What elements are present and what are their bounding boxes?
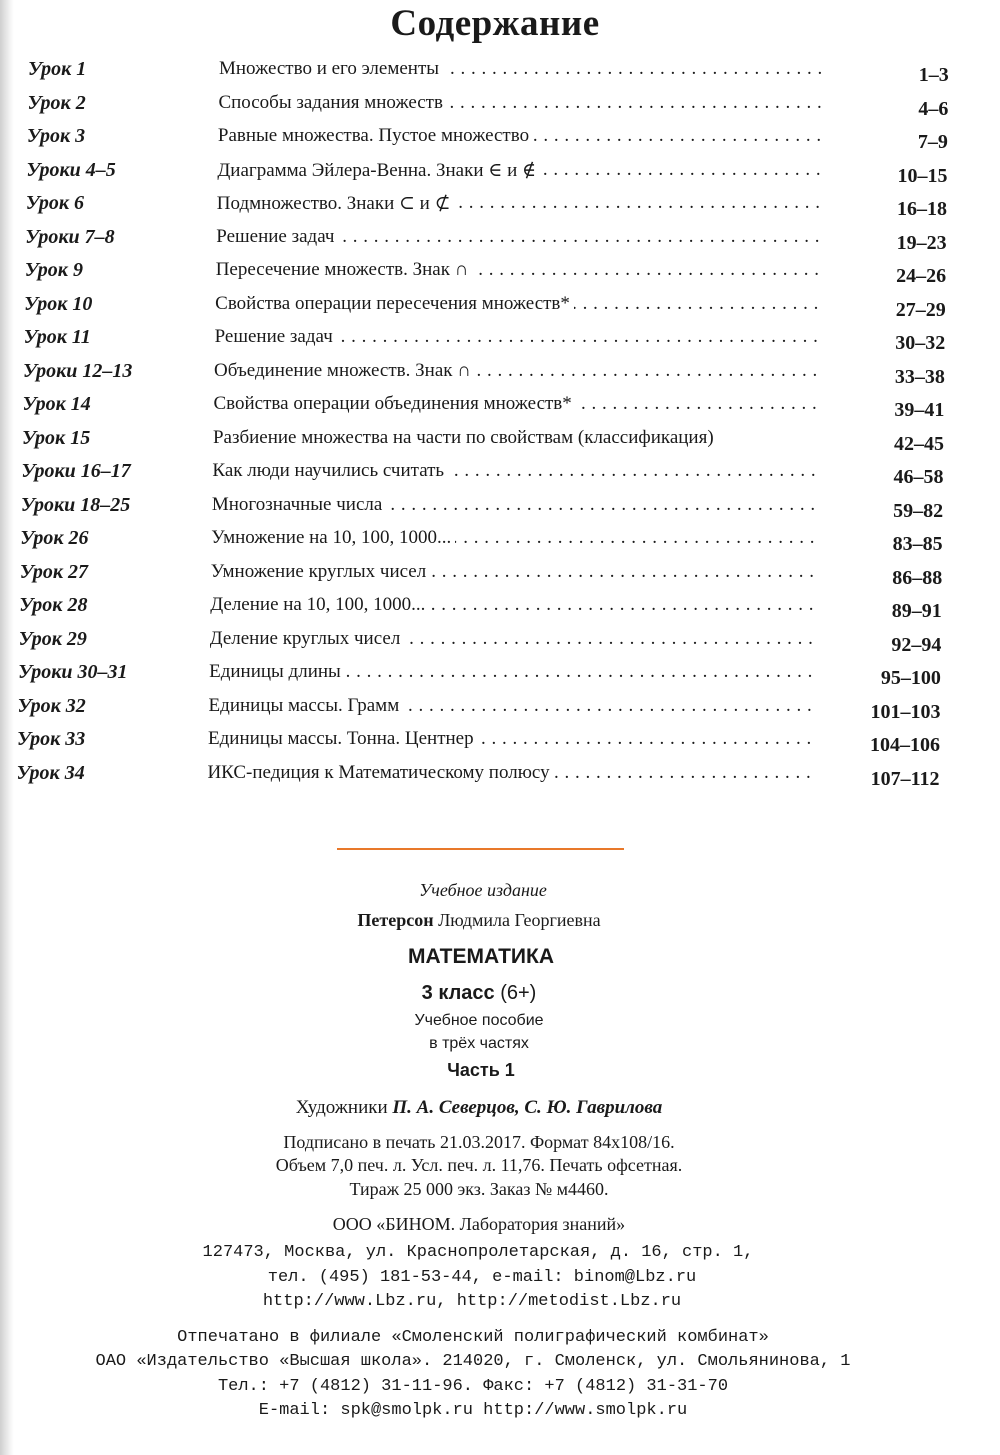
toc-row xyxy=(0,326,1000,356)
publisher: ООО «БИНОМ. Лаборатория знаний» xyxy=(332,1214,626,1234)
edition-kind: Учебное издание xyxy=(419,880,547,900)
toc-row xyxy=(0,427,1000,457)
toc-row xyxy=(0,628,1000,658)
toc-pages: 1–3 xyxy=(918,64,949,86)
toc-topic-text: Решение задач xyxy=(216,226,338,247)
toc-row xyxy=(0,460,1000,490)
toc-topic xyxy=(216,226,823,248)
toc-pages: 83–85 xyxy=(892,533,943,555)
toc-topic xyxy=(218,92,825,114)
toc-row xyxy=(0,226,1000,256)
toc-pages: 7–9 xyxy=(917,131,948,153)
toc-lesson: Урок 10 xyxy=(24,292,93,315)
parts-note: в трёх частях xyxy=(429,1035,529,1052)
toc-topic xyxy=(212,494,820,516)
artists-line xyxy=(0,1097,979,1119)
toc-pages: 86–88 xyxy=(892,566,943,589)
toc-row xyxy=(0,192,1000,222)
toc-topic-text: Подмножество. Знаки ⊂ и ⊄ xyxy=(217,193,455,214)
toc-lesson: Урок 33 xyxy=(17,728,86,750)
toc-topic-text: Свойства операции объединения множеств* xyxy=(214,393,576,414)
toc-topic xyxy=(217,192,824,215)
toc-pages: 89–91 xyxy=(891,600,942,622)
toc-topic-text: Объединение множеств. Знак ∩ xyxy=(214,360,475,381)
toc-lesson: Уроки 7–8 xyxy=(25,225,115,248)
toc-pages: 95–100 xyxy=(880,667,941,689)
toc-row xyxy=(0,293,1000,323)
toc-row xyxy=(0,360,1000,390)
part-number: Часть 1 xyxy=(447,1060,515,1080)
book-title: МАТЕМАТИКА xyxy=(408,945,554,968)
toc-pages: 16–18 xyxy=(897,198,948,220)
toc-lesson: Урок 2 xyxy=(27,91,86,114)
grade-line xyxy=(0,982,979,1005)
toc-row xyxy=(0,393,1000,423)
toc-topic-text: Равные множества. Пустое множество xyxy=(218,125,533,146)
toc-topic xyxy=(213,427,853,449)
toc-topic-text: Умножение на 10, 100, 1000... xyxy=(211,527,455,548)
toc-pages: 10–15 xyxy=(897,164,948,187)
printer-line-1: Отпечатано в филиале «Смоленский полиграфический комбинат» xyxy=(177,1328,769,1347)
toc-pages: 101–103 xyxy=(870,700,941,723)
toc-pages: 59–82 xyxy=(893,499,944,522)
toc-lesson: Урок 3 xyxy=(26,125,86,147)
toc-row xyxy=(0,762,1000,792)
toc-title: Содержание xyxy=(390,3,600,44)
print-details-2: Объем 7,0 печ. л. Усл. печ. л. 11,76. Печать офсетная. xyxy=(275,1155,683,1175)
section-divider xyxy=(337,848,624,850)
toc-topic xyxy=(209,695,818,717)
printer-line-2: ОАО «Издательство «Высшая школа». 214020, г. Смоленск, ул. Смольянинова, 1 xyxy=(95,1352,851,1371)
toc-row xyxy=(0,259,1000,289)
toc-row xyxy=(0,125,1000,155)
toc-pages: 33–38 xyxy=(894,365,945,388)
author xyxy=(0,910,979,931)
toc-lesson: Урок 29 xyxy=(18,627,87,650)
toc-topic xyxy=(209,661,818,683)
toc-lesson: Уроки 30–31 xyxy=(18,661,128,683)
toc-pages: 92–94 xyxy=(891,633,942,656)
toc-topic-text: Единицы массы. Тонна. Центнер xyxy=(208,728,478,749)
toc-lesson: Уроки 16–17 xyxy=(21,460,131,482)
toc-topic xyxy=(211,527,819,549)
toc-topic-text: Свойства операции пересечения множеств* xyxy=(215,293,574,314)
toc-lesson: Урок 27 xyxy=(19,560,89,583)
toc-lesson: Урок 9 xyxy=(24,259,83,281)
toc-topic-text: Умножение круглых чисел xyxy=(211,561,430,582)
toc-topic-text: Многозначные числа xyxy=(212,494,386,515)
toc-lesson: Урок 26 xyxy=(20,527,89,549)
toc-topic xyxy=(216,259,823,281)
publisher-address: 127473, Москва, ул. Краснопролетарская, д. 16, стр. 1, xyxy=(202,1243,754,1262)
toc-lesson: Урок 28 xyxy=(19,594,88,616)
toc-topic-text: Решение задач xyxy=(215,326,337,347)
toc-topic-text: Деление на 10, 100, 1000... xyxy=(210,594,429,615)
toc-topic-text: Множество и его элементы xyxy=(219,58,443,79)
toc-pages: 24–26 xyxy=(896,265,947,287)
toc-topic-text: Разбиение множества на части по свойствам (классификация) xyxy=(213,427,718,448)
toc-lesson: Урок 11 xyxy=(23,326,91,348)
printer-line-3: Тел.: +7 (4812) 31-11-96. Факс: +7 (4812) 31-31-70 xyxy=(217,1377,729,1396)
toc-topic-text: Деление круглых чисел xyxy=(210,628,405,649)
toc-topic xyxy=(217,159,824,182)
toc-row xyxy=(0,58,1000,88)
toc-pages: 19–23 xyxy=(896,231,947,254)
author-names: Людмила Георгиевна xyxy=(438,910,601,930)
publisher-contacts: тел. (495) 181-53-44, e-mail: binom@Lbz.ru xyxy=(267,1268,697,1287)
toc-topic-text: Единицы длины xyxy=(209,661,345,682)
toc-lesson: Уроки 4–5 xyxy=(26,158,116,181)
toc-topic-text: Как люди научились считать xyxy=(212,460,448,481)
toc-lesson: Урок 1 xyxy=(28,58,87,80)
toc-pages: 27–29 xyxy=(895,298,946,321)
toc-topic xyxy=(212,460,820,482)
toc-pages: 30–32 xyxy=(895,332,946,354)
toc-topic xyxy=(210,594,819,616)
toc-pages: 42–45 xyxy=(893,432,944,455)
toc-topic xyxy=(211,561,819,583)
toc-topic-text: Способы задания множеств xyxy=(218,92,447,113)
toc-row xyxy=(0,92,1000,122)
toc-row xyxy=(0,159,1000,189)
toc-topic xyxy=(207,762,816,784)
toc-pages: 4–6 xyxy=(918,97,949,120)
toc-pages: 39–41 xyxy=(894,399,945,421)
toc-pages: 107–112 xyxy=(870,767,940,790)
grade: 3 класс xyxy=(421,982,495,1004)
toc-topic xyxy=(208,728,817,750)
book-type: Учебное пособие xyxy=(414,1012,544,1029)
toc-topic xyxy=(210,628,819,650)
toc-topic xyxy=(214,360,822,382)
artists-label: Художники xyxy=(295,1097,388,1118)
toc-topic xyxy=(214,393,822,415)
publisher-websites: http://www.Lbz.ru, http://metodist.Lbz.ru xyxy=(262,1292,682,1311)
toc-topic-text: Пересечение множеств. Знак ∩ xyxy=(216,259,473,280)
artists-names: П. А. Северцов, С. Ю. Гаврилова xyxy=(392,1097,663,1118)
toc-lesson: Урок 34 xyxy=(16,761,85,784)
toc-topic-text: ИКС-педиция к Математическому полюсу xyxy=(207,762,553,783)
print-details-1: Подписано в печать 21.03.2017. Формат 84x108/16. xyxy=(283,1132,675,1152)
toc-topic xyxy=(215,293,823,315)
toc-row xyxy=(0,494,1000,524)
toc-topic xyxy=(218,125,825,147)
toc-lesson: Урок 15 xyxy=(21,426,91,449)
toc-row xyxy=(0,661,1000,691)
toc-lesson: Уроки 12–13 xyxy=(23,359,133,382)
table-of-contents xyxy=(0,56,1000,806)
toc-topic xyxy=(219,58,826,80)
print-details-3: Тираж 25 000 экз. Заказ № м4460. xyxy=(349,1179,609,1199)
toc-lesson: Урок 32 xyxy=(17,694,86,717)
age-rating: (6+) xyxy=(500,982,537,1004)
toc-lesson: Уроки 18–25 xyxy=(20,493,131,516)
author-surname: Петерсон xyxy=(357,910,434,930)
toc-row xyxy=(0,728,1000,758)
toc-row xyxy=(0,594,1000,624)
toc-pages: 104–106 xyxy=(870,734,940,756)
toc-topic-text: Диаграмма Эйлера-Венна. Знаки ∈ и ∉ xyxy=(217,160,540,181)
toc-topic xyxy=(215,326,823,348)
toc-lesson: Урок 14 xyxy=(22,393,91,415)
toc-row xyxy=(0,695,1000,725)
toc-lesson: Урок 6 xyxy=(25,192,85,214)
toc-pages: 46–58 xyxy=(893,466,944,488)
toc-row xyxy=(0,527,1000,557)
toc-row xyxy=(0,561,1000,591)
toc-topic-text: Единицы массы. Грамм xyxy=(209,695,404,716)
printer-line-4: E-mail: spk@smolpk.ru http://www.smolpk.ru xyxy=(258,1401,688,1420)
